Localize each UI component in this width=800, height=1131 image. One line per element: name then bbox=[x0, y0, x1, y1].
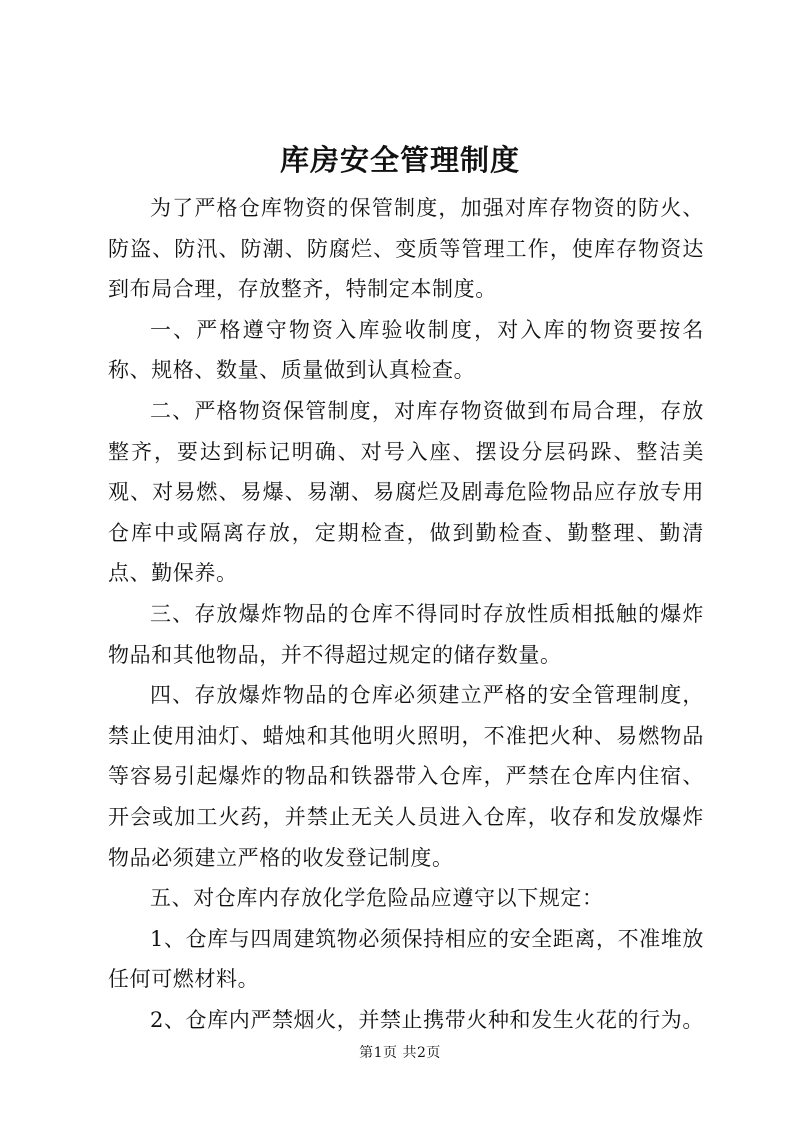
paragraph-rule-4: 四、存放爆炸物品的仓库必须建立严格的安全管理制度，禁止使用油灯、蜡烛和其他明火照明，不准把火种、易燃物品等容易引起爆炸的物品和铁器带入仓库，严禁在仓库内住宿、开会或加工火药，并禁止无关人员进入仓库，收存和发放爆炸物品必须建立严格的收发登记制度。 bbox=[108, 683, 704, 870]
page-number-footer: 第1页 共2页 bbox=[359, 1045, 441, 1061]
paragraph-rule-3: 三、存放爆炸物品的仓库不得同时存放性质相抵触的爆炸物品和其他物品，并不得超过规定的储存数量。 bbox=[108, 601, 704, 667]
paragraph-rule-5-item-1: 1、仓库与四周建筑物必须保持相应的安全距离，不准堆放任何可燃材料。 bbox=[108, 926, 704, 992]
paragraph-rule-1: 一、严格遵守物资入库验收制度，对入库的物资要按名称、规格、数量、质量做到认真检查。 bbox=[108, 317, 704, 383]
paragraph-rule-2: 二、严格物资保管制度，对库存物资做到布局合理，存放整齐，要达到标记明确、对号入座、摆设分层码跺、整洁美观、对易燃、易爆、易潮、易腐烂及剧毒危险物品应存放专用仓库中或隔离存放，定期检查，做到勤检查、勤整理、勤清点、勤保养。 bbox=[108, 398, 704, 586]
paragraph-rule-5-item-2: 2、仓库内严禁烟火，并禁止携带火种和发生火花的行为。 bbox=[150, 1007, 704, 1032]
document-body bbox=[108, 188, 704, 1040]
paragraph-rule-5: 五、对仓库内存放化学危险品应遵守以下规定： bbox=[150, 886, 604, 911]
document-title: 库房安全管理制度 bbox=[279, 143, 520, 177]
paragraph-intro: 为了严格仓库物资的保管制度，加强对库存物资的防火、防盗、防汛、防潮、防腐烂、变质等管理工作，使库存物资达到布局合理，存放整齐，特制定本制度。 bbox=[108, 196, 704, 302]
